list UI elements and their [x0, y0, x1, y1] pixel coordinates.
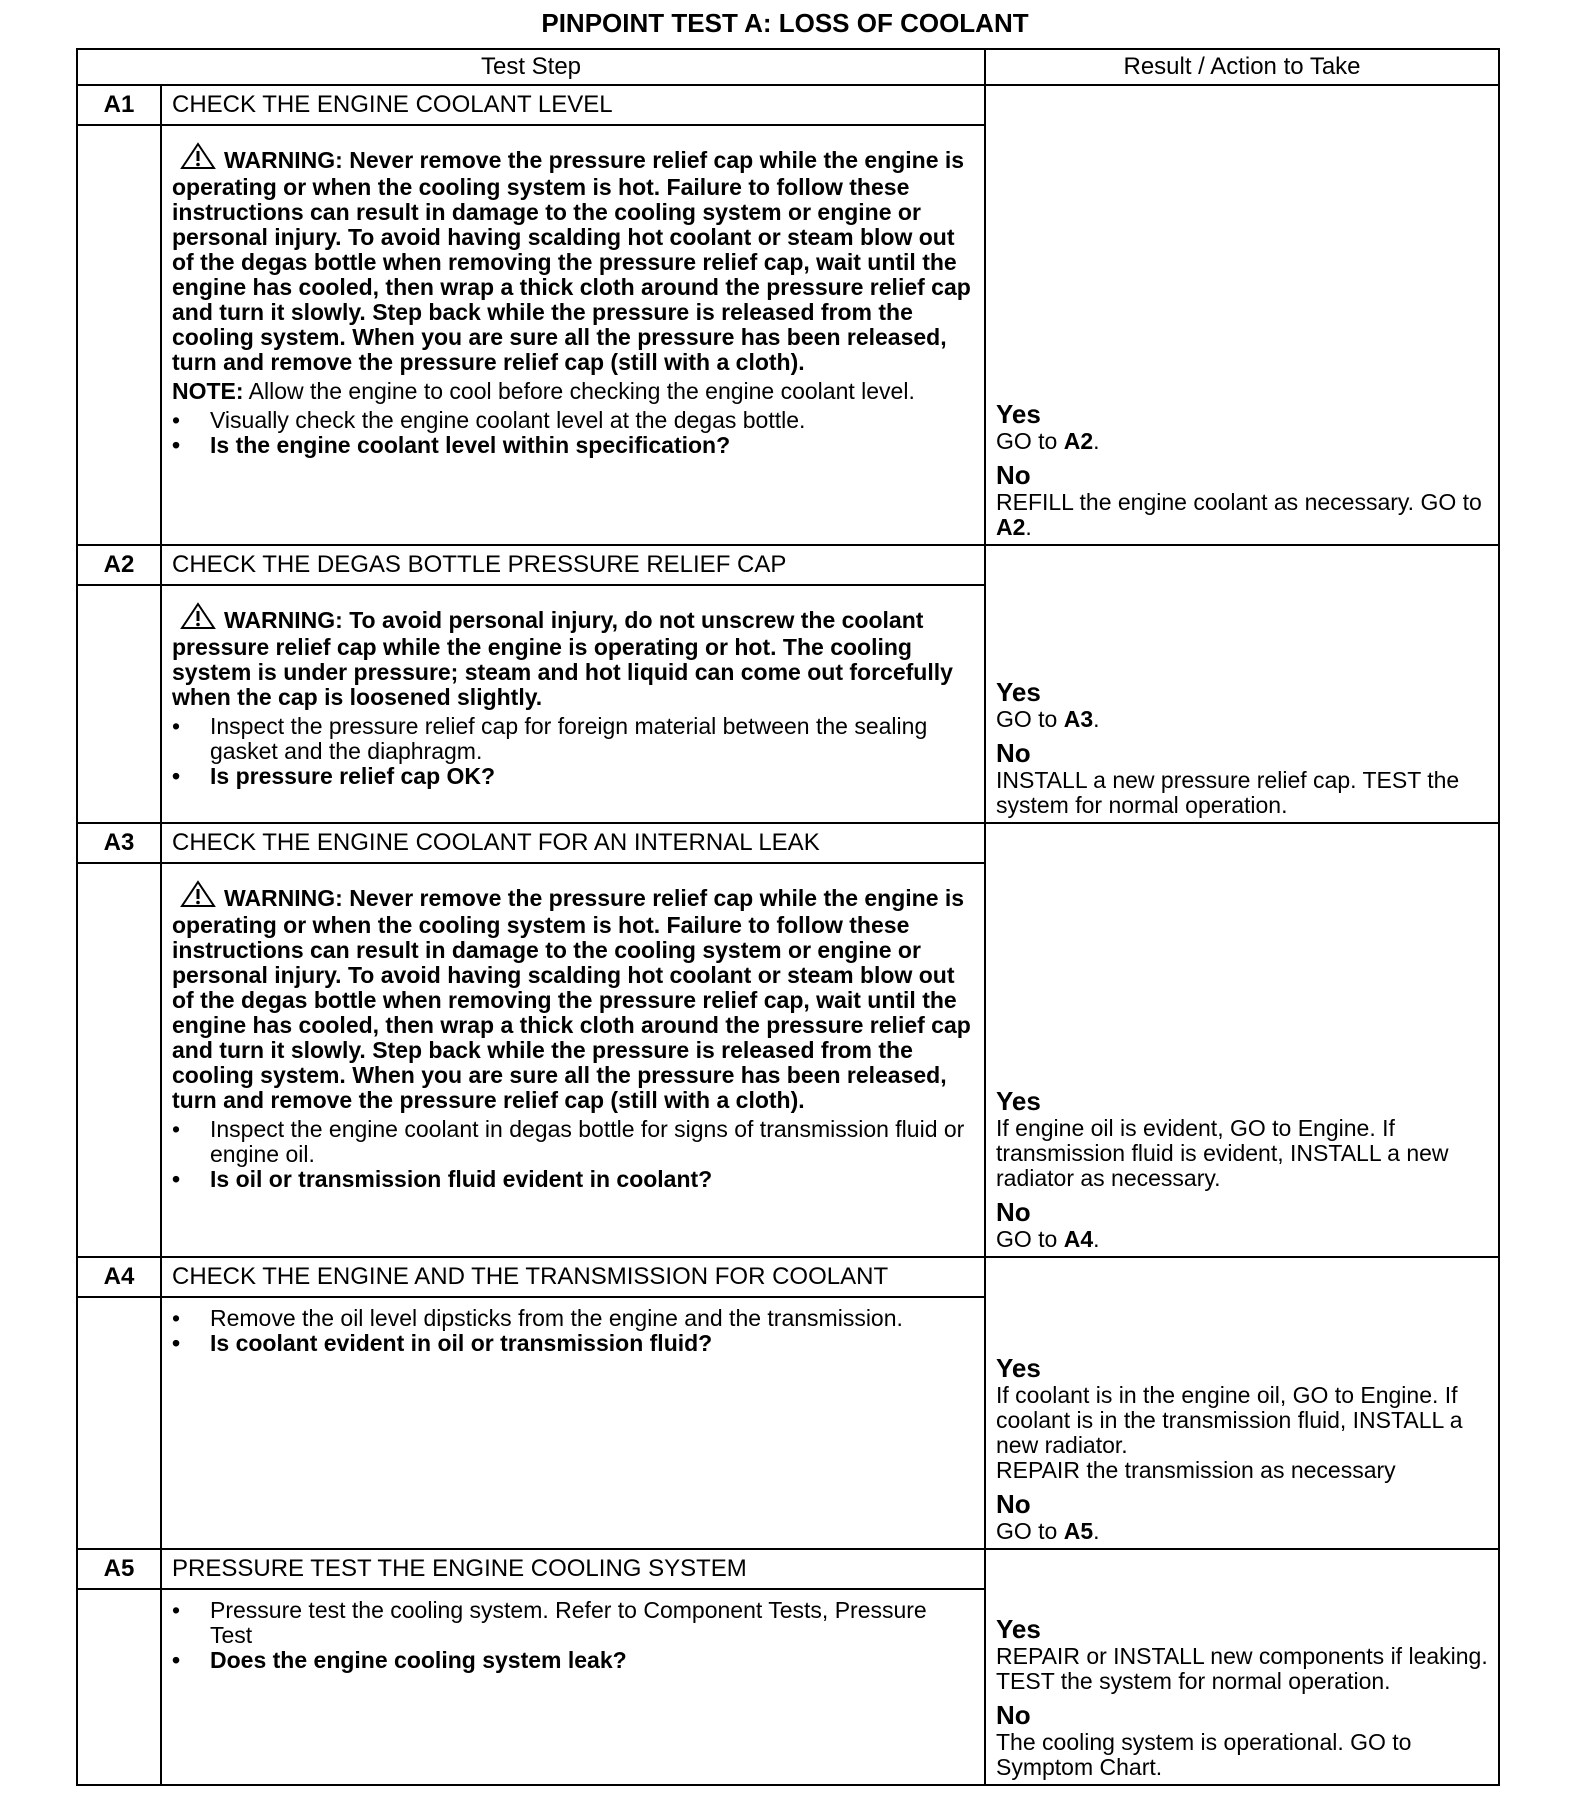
step-id-spacer	[77, 1589, 161, 1785]
step-id-spacer	[77, 585, 161, 823]
pinpoint-test-table	[76, 48, 1500, 1786]
result-no-label: No	[996, 738, 1031, 768]
step-id: A1	[77, 85, 161, 125]
result-yes-text: REPAIR or INSTALL new components if leaking. TEST the system for normal operation.	[996, 1643, 1488, 1694]
step-a5-header	[77, 1549, 1499, 1589]
step-title: CHECK THE ENGINE COOLANT FOR AN INTERNAL LEAK	[161, 823, 985, 863]
warning-text: WARNING: Never remove the pressure relief cap while the engine is operating or when the cooling system is hot. Failure to follow these instructions can result in damage to the cooling system or engine or personal injury. To avoid having scalding hot coolant or steam blow out of the degas bottle when removing the pressure relief cap, wait until the engine has cooled, then wrap a thick cloth around the pressure relief cap and turn it slowly. Step back while the pressure is released from the cooling system. When you are sure all the pressure has been released, turn and remove the pressure relief cap (still with a cloth).	[172, 147, 971, 375]
result-no-label: No	[996, 1489, 1031, 1519]
step-a4-result	[985, 1257, 1499, 1549]
step-bullets	[172, 714, 974, 789]
header-test-step: Test Step	[77, 49, 985, 85]
step-a5-body	[161, 1589, 985, 1785]
step-a3-result	[985, 823, 1499, 1257]
step-title: CHECK THE DEGAS BOTTLE PRESSURE RELIEF CAP	[161, 545, 985, 585]
step-a2-body	[161, 585, 985, 823]
result-yes-label: Yes	[996, 399, 1041, 429]
result-yes-text: If coolant is in the engine oil, GO to Engine. If coolant is in the transmission fluid, INSTALL a new radiator.	[996, 1382, 1463, 1458]
step-id: A4	[77, 1257, 161, 1297]
warning-text: WARNING: To avoid personal injury, do not unscrew the coolant pressure relief cap while the engine is operating or hot. The cooling system is under pressure; steam and hot liquid can come out forcefully when the cap is loosened slightly.	[172, 607, 953, 710]
warning-triangle-icon	[180, 602, 216, 635]
step-question: • Is coolant evident in oil or transmission fluid?	[172, 1331, 974, 1356]
list-item: • Pressure test the cooling system. Refer to Component Tests, Pressure Test	[172, 1598, 974, 1648]
step-bullets	[172, 408, 974, 458]
step-a3-body	[161, 863, 985, 1257]
step-id-spacer	[77, 863, 161, 1257]
list-item: • Inspect the engine coolant in degas bottle for signs of transmission fluid or engine oil.	[172, 1117, 974, 1167]
step-a1-header	[77, 85, 1499, 125]
result-yes-text: GO to A2.	[996, 428, 1100, 454]
note-text: NOTE: Allow the engine to cool before checking the engine coolant level.	[172, 378, 915, 404]
result-no-label: No	[996, 1700, 1031, 1730]
step-title: CHECK THE ENGINE COOLANT LEVEL	[161, 85, 985, 125]
step-a2-header	[77, 545, 1499, 585]
result-no-text: GO to A5.	[996, 1518, 1100, 1544]
step-a5-result	[985, 1549, 1499, 1785]
step-title: CHECK THE ENGINE AND THE TRANSMISSION FOR COOLANT	[161, 1257, 985, 1297]
result-yes-text-2: REPAIR the transmission as necessary	[996, 1457, 1396, 1483]
result-yes-label: Yes	[996, 1086, 1041, 1116]
result-no-text: GO to A4.	[996, 1226, 1100, 1252]
result-yes-label: Yes	[996, 1614, 1041, 1644]
result-yes-text: If engine oil is evident, GO to Engine. If transmission fluid is evident, INSTALL a new radiator as necessary.	[996, 1115, 1449, 1191]
step-question: • Does the engine cooling system leak?	[172, 1648, 974, 1673]
step-bullets	[172, 1598, 974, 1673]
list-item: • Visually check the engine coolant level at the degas bottle.	[172, 408, 974, 433]
step-a1-body	[161, 125, 985, 545]
step-a2-result	[985, 545, 1499, 823]
step-bullets	[172, 1306, 974, 1356]
result-no-label: No	[996, 460, 1031, 490]
step-question: • Is pressure relief cap OK?	[172, 764, 974, 789]
result-yes-label: Yes	[996, 1353, 1041, 1383]
list-item: • Remove the oil level dipsticks from the engine and the transmission.	[172, 1306, 974, 1331]
result-yes-label: Yes	[996, 677, 1041, 707]
result-no-text: REFILL the engine coolant as necessary. GO to A2.	[996, 489, 1482, 540]
result-yes-text: GO to A3.	[996, 706, 1100, 732]
page-title: PINPOINT TEST A: LOSS OF COOLANT	[541, 8, 1029, 38]
step-id: A3	[77, 823, 161, 863]
header-result-action: Result / Action to Take	[985, 49, 1499, 85]
step-title: PRESSURE TEST THE ENGINE COOLING SYSTEM	[161, 1549, 985, 1589]
warning-triangle-icon	[180, 880, 216, 913]
warning-block	[172, 880, 974, 1113]
step-a4-header	[77, 1257, 1499, 1297]
step-id: A5	[77, 1549, 161, 1589]
step-id: A2	[77, 545, 161, 585]
step-a1-result	[985, 85, 1499, 545]
list-item: • Inspect the pressure relief cap for foreign material between the sealing gasket and the diaphragm.	[172, 714, 974, 764]
result-no-label: No	[996, 1197, 1031, 1227]
step-question: • Is the engine coolant level within specification?	[172, 433, 974, 458]
step-id-spacer	[77, 1297, 161, 1549]
result-no-text: The cooling system is operational. GO to Symptom Chart.	[996, 1729, 1412, 1780]
warning-block	[172, 602, 974, 710]
step-question: • Is oil or transmission fluid evident in coolant?	[172, 1167, 974, 1192]
step-bullets	[172, 1117, 974, 1192]
table-header-row	[77, 49, 1499, 85]
result-no-text: INSTALL a new pressure relief cap. TEST the system for normal operation.	[996, 767, 1460, 818]
warning-triangle-icon	[180, 142, 216, 175]
step-a4-body	[161, 1297, 985, 1549]
warning-text: WARNING: Never remove the pressure relief cap while the engine is operating or when the cooling system is hot. Failure to follow these instructions can result in damage to the cooling system or engine or personal injury. To avoid having scalding hot coolant or steam blow out of the degas bottle when removing the pressure relief cap, wait until the engine has cooled, then wrap a thick cloth around the pressure relief cap and turn it slowly. Step back while the pressure is released from the cooling system. When you are sure all the pressure has been released, turn and remove the pressure relief cap (still with a cloth).	[172, 885, 971, 1113]
warning-block	[172, 142, 974, 375]
step-id-spacer	[77, 125, 161, 545]
step-a3-header	[77, 823, 1499, 863]
